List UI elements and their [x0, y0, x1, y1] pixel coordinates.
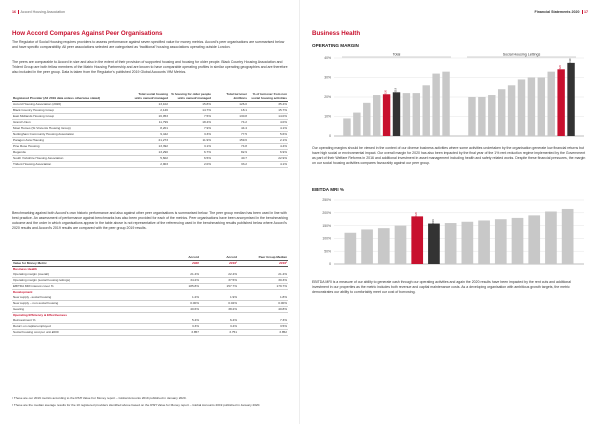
peer-col-units: Total social housing units owned/ managed — [134, 92, 168, 101]
bar — [423, 85, 430, 136]
y-tick-label: 0 — [329, 262, 331, 267]
peer-provider-name: Accord Housing Association (2020) — [12, 102, 130, 108]
bar — [378, 228, 390, 264]
section-title: Business Health — [312, 30, 361, 37]
page-number: 16 — [12, 10, 16, 14]
y-tick-label: 200% — [322, 211, 331, 215]
header-divider — [582, 10, 583, 14]
vfm-metric-value: 5.4% — [162, 318, 200, 324]
vfm-section-title: Business Health — [13, 267, 38, 271]
peer-table-cell: 159.6 — [212, 138, 248, 144]
peer-provider-name: Paragon Asra Housing — [12, 138, 130, 144]
peer-table-cell: 40.7 — [212, 156, 248, 162]
peer-table-cell: 2.1% — [248, 138, 288, 144]
y-tick-label: 150% — [322, 223, 331, 228]
peer-table-cell: 13,392 — [130, 144, 169, 150]
y-tick-label: 40% — [324, 56, 331, 61]
vfm-metric-value: 3.3% — [162, 324, 200, 330]
bar-highlight-label: 2019 — [569, 58, 573, 65]
vfm-metric-value: 0.00% — [238, 301, 288, 307]
bar-highlight-label: 2020 — [415, 211, 419, 218]
vfm-metric-value: 37.5% — [200, 278, 238, 284]
peer-col-nonsocial: % of turnover from non social housing activities — [251, 92, 287, 101]
peer-table-cell: 74.2 — [212, 120, 248, 126]
peer-table-cell: 9,442 — [130, 132, 169, 138]
vfm-metric-value: 3.751 — [200, 330, 238, 336]
vfm-table — [12, 255, 288, 336]
bar — [383, 94, 390, 136]
ebitda-chart — [312, 196, 590, 270]
operating-margin-paragraph: Our operating margins should be viewed in the context of our diverse business activities where some activities undertaken by the organisation generate low financial returns but have high social or environmental impact. Our overall margin for 2020 has also been impacted by the final year of the 1% rent reduction regime implemented by the Government as part of their Welfare Reforms in 2016 and additional investment in asset management including health and safety related works. Despite these financial pressures, the margin on our social housing activities compares favourably against our peer group. — [312, 146, 586, 165]
page-number: 17 — [584, 10, 588, 14]
bar — [518, 79, 525, 136]
vfm-metric-name: Gearing — [12, 307, 162, 313]
peer-table-row — [12, 162, 288, 168]
peer-table — [12, 92, 288, 168]
bar — [528, 215, 540, 264]
vfm-metric-name: New supply –social housing — [12, 295, 162, 301]
peer-provider-name: East Midlands Housing Group — [12, 114, 130, 120]
benchmark-paragraph: Benchmarking against both Accord’s own historic performance and also against other peer organisations is summarised below. The peer group median has been used in line with best practice. An assessment of performance against benchmarks has also been provided for each of the metrics. Peer organisations have been anonymised in the benchmarking outcome and the order in which organisations appear in the table above is not representative of the referencing used in the benchmarking results published below where Accord’s 2020 results and Accord’s 2019 results are compared with the peer group 2019 results. — [12, 211, 288, 230]
bar — [462, 222, 474, 264]
header-divider — [18, 10, 19, 14]
peer-provider-name: South Yorkshire Housing Association — [12, 156, 130, 162]
vfm-col-accord-2020: Accord — [188, 255, 199, 259]
bar — [508, 85, 515, 136]
peer-table-cell: 2,146 — [130, 108, 169, 114]
intro-paragraph-1: The Regulator of Social Housing requires providers to assess performance against seven specified value for money metrics. Accord’s peer organisations are summarised below and have specific comparability. All peer associations selected are categorised as ‘traditional’ housing associations operating outside London. — [12, 40, 285, 49]
peer-table-cell: 4.0% — [248, 120, 288, 126]
vfm-metric-value: 1.2% — [162, 295, 200, 301]
bar — [343, 118, 350, 136]
header-title: Accord Housing Association — [20, 10, 66, 14]
peer-provider-name: Pine Rose Housing — [12, 144, 130, 150]
bar — [478, 220, 490, 264]
vfm-metric-name: Social housing cost per unit £000 — [12, 330, 162, 336]
peer-table-cell: 4.4% — [248, 144, 288, 150]
bar — [442, 72, 449, 136]
peer-table-cell: 14.0% — [248, 114, 288, 120]
peer-table-cell: 15.7% — [248, 108, 288, 114]
peer-table-cell: 82.9 — [212, 150, 248, 156]
vfm-table-row — [12, 330, 288, 336]
peer-table-cell: 7.9% — [169, 126, 212, 132]
bar-highlight-label: 2020 — [559, 64, 563, 71]
peer-table-cell: 21,273 — [130, 138, 169, 144]
bar — [373, 95, 380, 136]
peer-table-cell: 35.4% — [248, 102, 288, 108]
peer-table-cell: 22.9% — [248, 156, 288, 162]
peer-table-cell: 14.7% — [169, 108, 212, 114]
panel-label: Total — [392, 52, 401, 57]
vfm-metric-value: 22.4% — [200, 272, 238, 278]
left-page-header — [12, 10, 65, 14]
vfm-metric-value: 7.3% — [238, 318, 288, 324]
peer-table-cell: 18.1 — [212, 108, 248, 114]
peer-table-cell: 16,053 — [130, 114, 169, 120]
peer-table-cell: 2,903 — [130, 162, 169, 168]
peer-col-older: % housing for older people units owned/ managed — [171, 92, 211, 101]
vfm-metric-value: 3.857 — [162, 330, 200, 336]
bar — [432, 74, 439, 136]
peer-col-turnover: Total turnover £millions — [226, 92, 247, 101]
peer-table-cell: 7.5% — [169, 114, 212, 120]
peer-table-cell: 13,102 — [130, 102, 169, 108]
vfm-metric-name: EBITDA MRI interest cover % — [12, 284, 162, 290]
header-title: Financial Statements 2020 — [534, 10, 580, 14]
bar — [562, 209, 574, 264]
peer-table-cell: 5,602 — [130, 156, 169, 162]
vfm-section-title: Operating Efficiency & Effectiveness — [13, 313, 67, 317]
peer-table-cell: 44.4 — [212, 126, 248, 132]
y-tick-label: 250% — [322, 198, 331, 203]
vfm-metric-value: 157.7% — [200, 284, 238, 290]
y-tick-label: 20% — [324, 95, 331, 100]
vfm-metric-value: 38.2% — [200, 307, 238, 313]
peer-table-cell: 130.8 — [212, 114, 248, 120]
vfm-metric-name: New supply – non-social housing — [12, 301, 162, 307]
bar — [488, 95, 495, 136]
bar-highlight-label: 2020 — [384, 89, 388, 96]
vfm-metric-value: 0.02% — [200, 301, 238, 307]
vfm-section-title: Development — [13, 290, 33, 294]
peer-provider-name: Regenda — [12, 150, 130, 156]
vfm-metric-value: 3.852 — [238, 330, 288, 336]
chart2-title: EBITDA MRI % — [312, 187, 344, 192]
peer-provider-name: Nottingham Community Housing Association — [12, 132, 130, 138]
peer-table-cell: 4.1% — [248, 126, 288, 132]
vfm-metric-value: 40.6% — [162, 307, 200, 313]
bar — [345, 233, 357, 264]
intro-paragraph-2: The peers are comparable to Accord in size and also in the extent of their provision of supported housing and housing for older people. Black Country Housing Association and Trident Group are both fellow members of the Matrix Housing Partnership and are known to have comparable operating profiles in similar operating geographies and are therefore also included in the peer group. Data is taken from the Regulator’s published 2019 Global Accounts VfM Metrics. — [12, 60, 288, 74]
bar — [353, 113, 360, 136]
peer-table-cell: 74.8 — [212, 144, 248, 150]
page-title: How Accord Compares Against Peer Organisations — [12, 30, 163, 37]
peer-table-cell: 6.7% — [169, 150, 212, 156]
bar — [403, 93, 410, 136]
y-tick-label: 50% — [324, 249, 331, 254]
peer-table-cell: 3.1% — [169, 144, 212, 150]
peer-table-cell: 18.4% — [169, 120, 212, 126]
vfm-year-2019-peer: 2019² — [279, 261, 287, 265]
peer-table-cell: 2.0% — [169, 162, 212, 168]
peer-table-cell: 11.9% — [169, 138, 212, 144]
vfm-col-peer-median: Peer Group Median — [258, 255, 287, 259]
peer-table-cell: 15.8% — [169, 102, 212, 108]
peer-table-cell: 11,799 — [130, 120, 169, 126]
y-tick-label: 100% — [322, 236, 331, 241]
peer-table-cell: 13,290 — [130, 150, 169, 156]
peer-table-cell: 8,201 — [130, 126, 169, 132]
bar — [557, 69, 564, 136]
bar-highlight-label: 2019 — [394, 87, 398, 94]
bar — [478, 97, 485, 136]
vfm-metric-value: 3.5% — [238, 324, 288, 330]
vfm-metric-value: 179.7% — [238, 284, 288, 290]
vfm-metric-name: Operating margin (social housing lettings) — [12, 278, 162, 284]
vfm-metric-value: 1.8% — [238, 295, 288, 301]
peer-table-cell: 3.3% — [169, 132, 212, 138]
vfm-metric-value: 185.8% — [162, 284, 200, 290]
vfm-metric-value: 40.8% — [238, 307, 288, 313]
peer-provider-name: Trident Housing Association — [12, 162, 130, 168]
bar — [498, 89, 505, 136]
panel-label: Social Housing Lettings — [502, 52, 541, 57]
bar — [428, 224, 440, 264]
bar — [413, 93, 420, 136]
peer-table-cell: 77.5 — [212, 132, 248, 138]
vfm-metric-value: 34.2% — [162, 278, 200, 284]
right-page — [300, 0, 600, 424]
bar — [363, 103, 370, 136]
vfm-year-2019: 2019¹ — [229, 261, 237, 265]
vfm-metric-name: Operating margin (overall) — [12, 272, 162, 278]
bar — [411, 216, 423, 264]
footnote-1: ¹ These are our 2019 metrics according to the RSH Value For Money report – Global Accounts 2019 published in January 2020. — [12, 396, 187, 400]
y-tick-label: 30% — [324, 75, 331, 80]
vfm-metric-value: 30.3% — [238, 278, 288, 284]
peer-provider-name: Grand Union — [12, 120, 130, 126]
bar — [495, 219, 507, 264]
bar — [361, 229, 373, 264]
vfm-metric-name: Return on capital employed — [12, 324, 162, 330]
peer-table-cell: 126.0 — [212, 102, 248, 108]
peer-table-cell: 6.5% — [169, 156, 212, 162]
peer-provider-name: Moat Homes (St Vincents Housing Group) — [12, 126, 130, 132]
vfm-metric-label: Value for Money Metric — [13, 261, 47, 265]
bar — [468, 97, 475, 136]
bar — [538, 78, 545, 137]
peer-table-cell: 4.1% — [248, 162, 288, 168]
peer-table-header — [12, 92, 288, 102]
bar — [528, 78, 535, 137]
bar — [512, 218, 524, 264]
y-tick-label: 0 — [329, 134, 331, 139]
vfm-metric-value: 21.4% — [238, 272, 288, 278]
vfm-metric-value: 3.4% — [200, 324, 238, 330]
vfm-metric-name: Reinvestment % — [12, 318, 162, 324]
bar — [445, 223, 457, 264]
y-tick-label: 10% — [324, 114, 331, 119]
ebitda-paragraph: EBITDA MRI is a measure of our ability to generate cash through our operating activities and again the 2020 results have been impacted by the rent cuts and additional investment in our properties as the metric includes both revenue and capital maintenance costs. As a developing organisation with ambitious growth targets, the metric demonstrates our ability to comfortably meet our cost of borrowing. — [312, 280, 571, 294]
peer-table-cell: 33.2 — [212, 162, 248, 168]
bar-highlight-label: 2019 — [431, 219, 435, 225]
bar — [395, 226, 407, 264]
bar — [545, 212, 557, 264]
vfm-year-2020: 2020 — [192, 261, 199, 265]
bar — [567, 63, 574, 136]
peer-provider-name: Black Country Housing Group — [12, 108, 130, 114]
right-page-header — [535, 10, 588, 14]
footnote-2: ² These are the median average results for the 10 registered providers identified above based on the RSH Value for Money report – Global Accounts 2019 published in January 2020. — [12, 403, 261, 407]
peer-table-cell: 5.6% — [248, 132, 288, 138]
vfm-metric-value: 6.4% — [200, 318, 238, 324]
peer-col-provider: Registered Provider (All 2019 data unless otherwise stated) — [13, 96, 101, 101]
vfm-metric-value: 21.4% — [162, 272, 200, 278]
vfm-metric-value: 1.9% — [200, 295, 238, 301]
bar — [393, 92, 400, 136]
bar — [548, 72, 555, 136]
vfm-metric-value: 0.00% — [162, 301, 200, 307]
operating-margin-chart — [312, 50, 590, 142]
chart1-title: OPERATING MARGIN — [312, 43, 359, 48]
vfm-col-accord-2019: Accord — [226, 255, 237, 259]
peer-table-cell: 6.9% — [248, 150, 288, 156]
